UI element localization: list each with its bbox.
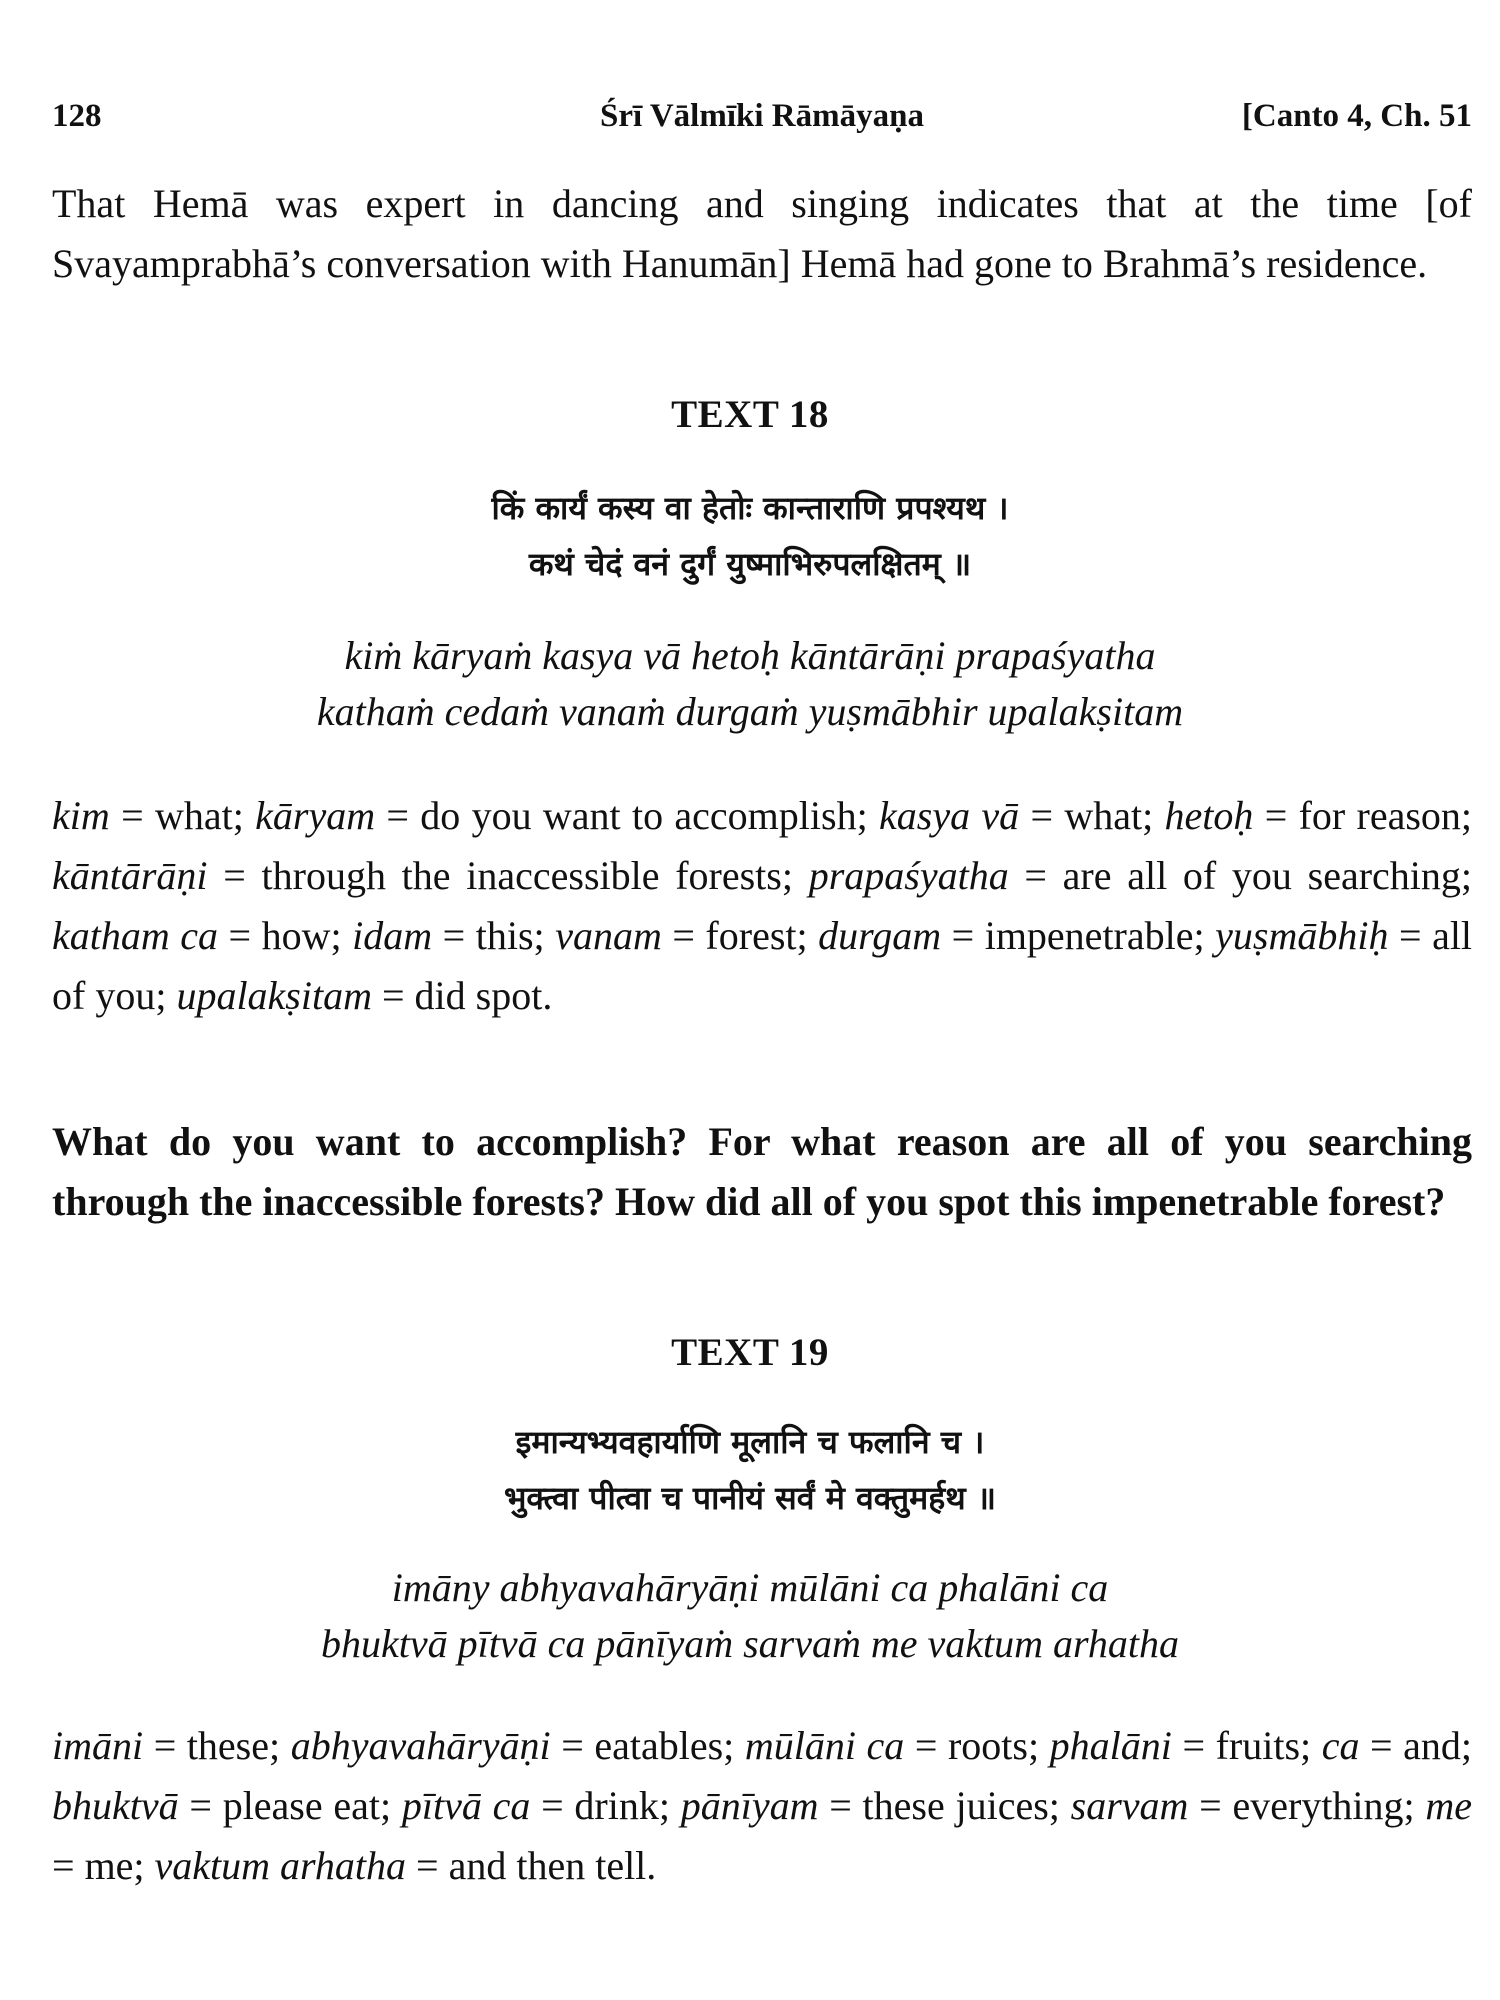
synonym-meaning: roots; bbox=[947, 1723, 1040, 1768]
canto-chapter-label: [Canto 4, Ch. 51 bbox=[1241, 98, 1472, 134]
book-title: Śrī Vālmīki Rāmāyaṇa bbox=[600, 98, 924, 134]
text-18-heading: TEXT 18 bbox=[671, 393, 829, 436]
synonym-term: imāni bbox=[52, 1723, 144, 1768]
synonym-meaning: me; bbox=[84, 1843, 145, 1888]
sanskrit-line: भुक्त्वा पीत्वा च पानीयं सर्वं मे वक्तुमर्हथ ॥ bbox=[503, 1479, 997, 1517]
synonym-term: ca bbox=[1321, 1723, 1360, 1768]
synonym-meaning: forest; bbox=[705, 913, 808, 958]
synonym-term: sarvam bbox=[1070, 1783, 1189, 1828]
synonym-meaning: drink; bbox=[574, 1783, 670, 1828]
synonym-term: upalakṣitam bbox=[176, 973, 372, 1018]
text-18-translation: What do you want to accomplish? For what reason are all of you searching through the inaccessible forests? How did all of you spot this impenetrable forest? bbox=[52, 1119, 1472, 1224]
synonym-meaning: this; bbox=[475, 913, 545, 958]
intro-paragraph: That Hemā was expert in dancing and singing indicates that at the time [of Svayamprabhā’s conversation with Hanumān] Hemā had gone to Brahmā’s residence. bbox=[52, 181, 1472, 286]
synonym-term: pānīyam bbox=[680, 1783, 819, 1828]
synonym-term: yuṣmābhiḥ bbox=[1215, 913, 1389, 958]
synonym-meaning: for reason; bbox=[1298, 793, 1473, 838]
synonym-meaning: these; bbox=[186, 1723, 281, 1768]
synonym-term: idam bbox=[352, 913, 433, 958]
synonym-meaning: do you want to accomplish; bbox=[420, 793, 868, 838]
synonym-term: katham ca bbox=[52, 913, 219, 958]
synonym-term: me bbox=[1425, 1783, 1473, 1828]
synonym-term: phalāni bbox=[1049, 1723, 1172, 1768]
text-19-transliteration bbox=[0, 1560, 1500, 1672]
text-18-transliteration bbox=[0, 628, 1500, 740]
transliteration-line: imāny abhyavahāryāṇi mūlāni ca phalāni ca bbox=[391, 1565, 1109, 1610]
text-19-sanskrit-verse bbox=[0, 1414, 1500, 1526]
text-18-synonyms: kim = what; kāryam = do you want to accomplish; kasya vā = what; hetoḥ = for reason; kāntārāṇi = through the inaccessible forests; prapaśyatha = are all of you searching; katham ca = how; idam = this; vanam = forest; durgam = impenetrable; yuṣmābhiḥ = all of you; upalakṣitam = did spot. bbox=[52, 793, 1473, 1018]
synonym-term: mūlāni ca bbox=[744, 1723, 905, 1768]
page-number: 128 bbox=[52, 98, 102, 134]
text-19-heading: TEXT 19 bbox=[671, 1331, 829, 1374]
transliteration-line: kiṁ kāryaṁ kasya vā hetoḥ kāntārāṇi prapaśyatha bbox=[344, 633, 1156, 678]
synonym-meaning: and then tell. bbox=[448, 1843, 657, 1888]
synonym-meaning: and; bbox=[1403, 1723, 1473, 1768]
synonym-term: vanam bbox=[555, 913, 662, 958]
sanskrit-line: किं कार्यं कस्य वा हेतोः कान्ताराणि प्रपश्यथ । bbox=[491, 489, 1009, 527]
synonym-term: vaktum arhatha bbox=[154, 1843, 407, 1888]
synonym-meaning: what; bbox=[154, 793, 244, 838]
synonym-meaning: what; bbox=[1064, 793, 1154, 838]
synonym-term: abhyavahāryāṇi bbox=[290, 1723, 551, 1768]
synonym-meaning: please eat; bbox=[222, 1783, 392, 1828]
synonym-term: kim bbox=[52, 793, 110, 838]
synonym-meaning: impenetrable; bbox=[984, 913, 1205, 958]
running-header bbox=[52, 98, 1472, 142]
synonym-term: kāntārāṇi bbox=[52, 853, 208, 898]
synonym-term: prapaśyatha bbox=[808, 853, 1009, 898]
synonym-meaning: are all of you searching; bbox=[1062, 853, 1473, 898]
synonym-term: durgam bbox=[818, 913, 942, 958]
transliteration-line: kathaṁ cedaṁ vanaṁ durgaṁ yuṣmābhir upalakṣitam bbox=[316, 689, 1184, 734]
synonym-meaning: through the inaccessible forests; bbox=[261, 853, 793, 898]
synonym-term: kasya vā bbox=[879, 793, 1020, 838]
sanskrit-line: इमान्यभ्यवहार्याणि मूलानि च फलानि च । bbox=[515, 1423, 985, 1461]
synonym-meaning: fruits; bbox=[1215, 1723, 1312, 1768]
synonym-meaning: how; bbox=[261, 913, 342, 958]
synonym-meaning: did spot. bbox=[414, 973, 553, 1018]
text-19-synonyms: imāni = these; abhyavahāryāṇi = eatables; mūlāni ca = roots; phalāni = fruits; ca = and; bhuktvā = please eat; pītvā ca = drink; pānīyam = these juices; sarvam = everything; me = me; vaktum arhatha = and then tell. bbox=[52, 1723, 1473, 1888]
synonym-meaning: eatables; bbox=[594, 1723, 735, 1768]
synonym-meaning: these juices; bbox=[862, 1783, 1060, 1828]
synonym-term: bhuktvā bbox=[52, 1783, 179, 1828]
sanskrit-line: कथं चेदं वनं दुर्गं युष्माभिरुपलक्षितम् ॥ bbox=[528, 545, 972, 583]
synonym-term: kāryam bbox=[255, 793, 376, 838]
synonym-meaning: everything; bbox=[1232, 1783, 1415, 1828]
text-18-sanskrit-verse bbox=[0, 480, 1500, 592]
synonym-term: pītvā ca bbox=[401, 1783, 531, 1828]
synonym-term: hetoḥ bbox=[1164, 793, 1254, 838]
transliteration-line: bhuktvā pītvā ca pānīyaṁ sarvaṁ me vaktum arhatha bbox=[321, 1621, 1179, 1666]
synonym-meaning: all of you; bbox=[52, 913, 1473, 1018]
